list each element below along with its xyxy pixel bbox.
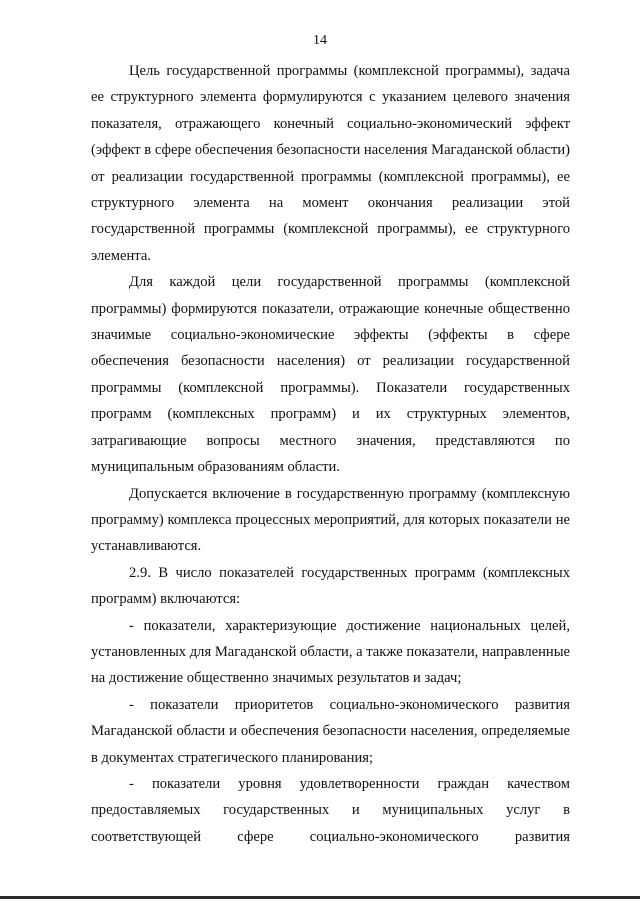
page-number: 14 <box>313 33 327 48</box>
list-item-national-goals: - показатели, характеризующие достижение национальных целей, установленных для Магаданской области, а также показатели, направленные на достижение общественно значимых результатов и задач; <box>91 617 570 687</box>
paragraph-program-goal: Цель государственной программы (комплексной программы), задача ее структурного элемента формулируются с указанием целевого значения показателя, отражающего конечный социально-экономический эффект (эффект в сфере обеспечения безопасности населения Магаданской области) от реализации государственной программы (комплексной программы), ее структурного элемента на момент окончания реализации этой государственной программы (комплексной программы), ее структурного элемента. <box>91 63 570 264</box>
paragraph-section-2-9: 2.9. В число показателей государственных программ (комплексных программ) включаются: <box>91 564 570 608</box>
paragraph-goal-indicators: Для каждой цели государственной программы (комплексной программы) формируются показатели, отражающие конечные общественно значимые социально-экономические эффекты (эффекты в сфере обеспечения безопасности населения) от реализации государственной программы (комплексной программы). Показатели государственных программ (комплексных программ) и их структурных элементов, затрагивающие вопросы местного значения, представляются по муниципальным образованиям области. <box>91 274 570 476</box>
page-bottom-edge <box>0 896 640 899</box>
paragraph-process-activities: Допускается включение в государственную программу (комплексную программу) комплекса процессных мероприятий, для которых показатели не устанавливаются. <box>91 485 570 555</box>
list-item-priority-indicators: - показатели приоритетов социально-экономического развития Магаданской области и обеспечения безопасности населения, определяемые в документах стратегического планирования; <box>91 696 570 766</box>
list-item-service-satisfaction: - показатели уровня удовлетворенности граждан качеством предоставляемых государственных и муниципальных услуг в соответствующей сфере социально-экономического развития <box>91 775 570 845</box>
document-body <box>91 58 570 850</box>
